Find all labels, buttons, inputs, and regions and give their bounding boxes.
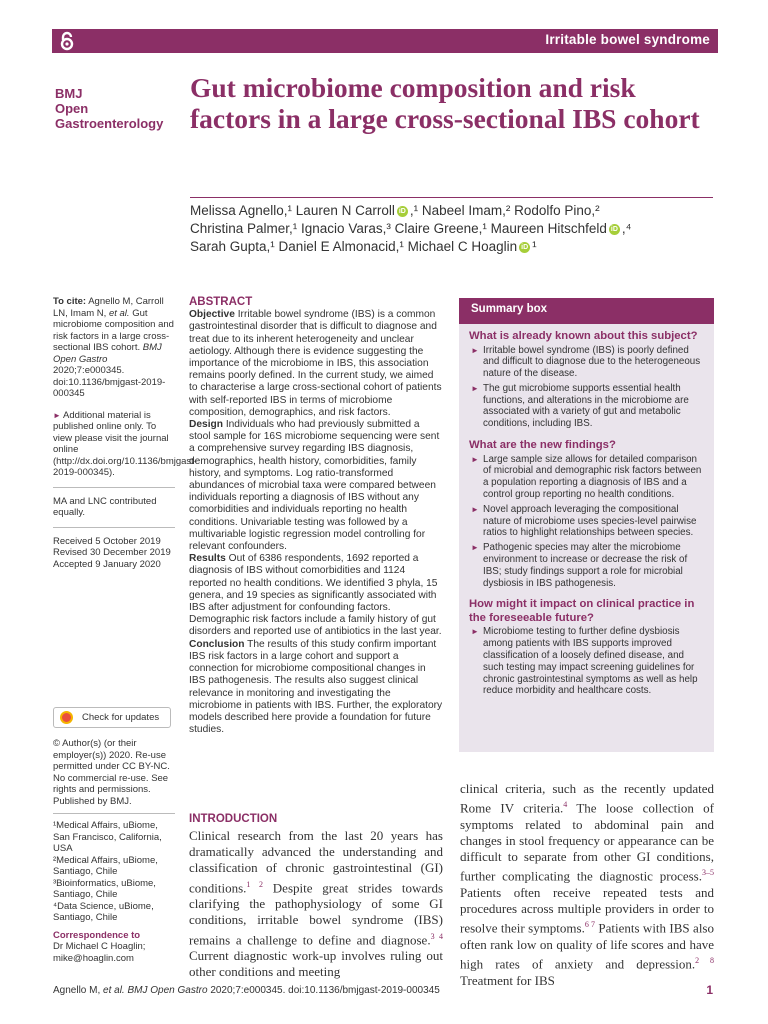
reference-link[interactable]: 2 8 — [695, 956, 714, 966]
conclusion-label: Conclusion — [189, 638, 245, 650]
journal-line-2: Open — [55, 101, 89, 116]
body-text: Despite great strides towards clarifying the pathophysiology of some GI conditions, irritable bowel syndrome (IBS) remains a challenge to define and diagnose. — [189, 879, 444, 947]
summary-question: What is already known about this subject? — [469, 330, 698, 342]
authors-part: ,⁴ — [621, 221, 632, 236]
check-updates-label: Check for updates — [82, 712, 160, 723]
authors-part: ¹ — [532, 239, 537, 254]
results-label: Results — [189, 553, 226, 565]
citation-journal: BMJ Open Gastro — [53, 342, 162, 365]
accepted-date: Accepted 9 January 2020 — [53, 558, 161, 570]
title-divider — [190, 197, 713, 198]
affiliation: ⁴Data Science, uBiome, Santiago, Chile — [53, 900, 154, 923]
divider — [53, 487, 175, 488]
page-footer — [53, 985, 440, 996]
citation-text: Agnello M, Carroll LN, Imam N, — [53, 296, 164, 319]
design-text: Individuals who had previously submitted a stool sample for 16S microbiome sequencing were sent a comprehensive survey regarding IBS diagnosis, demographics, health history, comorbidities, family history, and symptoms. Log ratio-transformed abundances of microbial taxa were compared between individuals reporting a diagnosis of IBS without any comorbidities and individuals reporting no health conditions. Univariable testing was followed by a multivariable logistic regression model controlling for relevant confounders. — [189, 419, 440, 553]
body-text: Patients often receive repeated tests and procedures across multiple providers in order to resolve their symptoms. — [460, 884, 714, 936]
journal-line-1: BMJ — [55, 86, 83, 101]
intro-column-1 — [189, 828, 443, 980]
summary-list — [459, 454, 714, 590]
body-text: clinical criteria, such as the recently updated Rome IV criteria. — [460, 781, 714, 816]
contrib-note: MA and LNC contributed equally. — [53, 495, 157, 518]
reference-link[interactable]: 4 — [563, 800, 568, 810]
citation-label: To cite: — [53, 296, 87, 307]
design-label: Design — [189, 419, 223, 431]
reference-link[interactable]: 6 7 — [584, 920, 595, 930]
divider — [53, 813, 175, 814]
body-text: Clinical research from the last 20 years has dramatically advanced the understanding and classification of chronic gastrointestinal (GI) conditions. — [189, 828, 443, 895]
list-item: ► Novel approach leveraging the compositional nature of microbiome uses species-level pairwise ratios to highlight relationships between species. — [471, 504, 704, 539]
citation-text: Gut microbiome composition and risk factors in a large cross-sectional IBS cohort. — [53, 307, 174, 353]
authors-part: Christina Palmer,¹ Ignacio Varas,³ Claire Greene,¹ Maureen Hitschfeld — [190, 221, 607, 236]
open-access-icon — [57, 31, 77, 51]
conclusion-text: The results of this study confirm important IBS risk factors in a large cohort and support a connection for microbiome compositional changes in IBS pathogenesis. The results also suggest clinical relevance in monitoring and investigating the microbiome in patients with IBS. Further, the exploratory models described here provide a foundation for future studies. — [189, 638, 443, 736]
abstract — [189, 296, 443, 736]
citation-etal: et al. — [108, 307, 130, 319]
summary-list — [459, 345, 714, 431]
divider — [53, 527, 175, 528]
revised-date: Revised 30 December 2019 — [53, 547, 171, 558]
received-date: Received 5 October 2019 — [53, 535, 161, 547]
intro-column-2 — [460, 781, 714, 989]
reference-link[interactable]: 3 4 — [430, 931, 443, 941]
introduction-heading: INTRODUCTION — [189, 813, 278, 825]
additional-text: Additional material is published online only. To view please visit the journal online (http://dx.doi.org/10.1136/bmjgast-2019-000345). — [53, 409, 197, 478]
affiliation: ³Bioinformatics, uBiome, Santiago, Chile — [53, 877, 156, 900]
correspondence-heading: Correspondence to — [53, 929, 141, 941]
journal-line-3: Gastroenterology — [55, 116, 164, 131]
orcid-icon[interactable]: iD — [610, 225, 618, 233]
page-number: 1 — [706, 983, 713, 997]
body-text: The loose collection of symptoms related to abdominal pain and changes in stool frequency or appearance can be difficult to separate from other GI conditions, further complicating the diagnostic process. — [460, 800, 714, 884]
summary-question: How might it impact on clinical practice in the foreseeable future? — [469, 598, 695, 624]
header-band — [52, 29, 718, 53]
list-item: ► Large sample size allows for detailed comparison of microbial and demographic risk factors between a population reporting a diagnosis of IBS and a control group reporting no health conditions. — [471, 454, 704, 501]
article-title: Gut microbiome composition and risk factors in a large cross-sectional IBS cohort — [190, 72, 700, 134]
footer-etal: et al. — [103, 985, 125, 996]
abstract-heading: ABSTRACT — [189, 296, 253, 308]
objective-label: Objective — [189, 309, 235, 321]
check-updates-button[interactable] — [53, 707, 171, 728]
copyright-notice: © Author(s) (or their employer(s)) 2020. Re-use permitted under CC BY-NC. No commercial re-use. See rights and permissions. Published by BMJ. — [53, 738, 170, 807]
authors-part: Sarah Gupta,¹ Daniel E Almonacid,¹ Michael C Hoaglin — [190, 239, 518, 254]
footer-doi: 2020;7:e000345. doi:10.1136/bmjgast-2019-000345 — [210, 985, 440, 996]
summary-box — [459, 298, 714, 752]
author-list — [190, 202, 710, 256]
citation-doi: 2020;7:e000345. doi:10.1136/bmjgast-2019-000345 — [53, 365, 166, 399]
sidebar-meta — [53, 738, 175, 964]
orcid-icon[interactable]: iD — [521, 243, 529, 251]
reference-link[interactable]: 3–5 — [702, 868, 714, 878]
list-item: ► Irritable bowel syndrome (IBS) is poorly defined and difficult to diagnose due to the heterogeneous nature of the disease. — [471, 345, 704, 380]
footer-journal: BMJ Open Gastro — [127, 985, 208, 996]
footer-authors: Agnello M, — [53, 985, 101, 996]
body-text: Current diagnostic work-up involves ruling out other conditions and meeting — [189, 948, 443, 980]
objective-text: Irritable bowel syndrome (IBS) is a common gastrointestinal disorder that is difficult to diagnose and treat due to its inherent heterogeneity and unclear aetiology. Although there is evidence suggesting the importance of the microbiome in IBS, this association remains poorly defined. In the current study, we aimed to characterise a large cross-sectional cohort of patients with self-reported IBS in terms of microbiome composition, demographics, and risk factors. — [189, 309, 442, 418]
arrow-icon: ► — [53, 410, 61, 420]
list-item: ► Microbiome testing to further define dysbiosis among patients with IBS supports improved classification of a loosely defined disease, and such testing may impact screening guidelines for chronic gastrointestinal symptoms as well as help reduce morbidity and healthcare costs. — [471, 626, 704, 697]
summary-heading: Summary box — [459, 298, 714, 324]
citation — [53, 296, 175, 400]
body-text: Treatment for IBS — [460, 972, 555, 988]
orcid-icon[interactable]: iD — [398, 207, 406, 215]
journal-logo[interactable] — [55, 86, 175, 131]
additional-material[interactable] — [53, 409, 197, 479]
affiliation: ¹Medical Affairs, uBiome, San Francisco, California, USA — [53, 820, 162, 854]
summary-question: What are the new findings? — [469, 439, 616, 452]
reference-link[interactable]: 1 2 — [246, 879, 263, 889]
section-topic: Irritable bowel syndrome — [545, 32, 710, 47]
sidebar-info — [53, 296, 197, 570]
authors-part: ,¹ Nabeel Imam,² Rodolfo Pino,² — [409, 203, 600, 218]
affiliation: ²Medical Affairs, uBiome, Santiago, Chile — [53, 854, 158, 877]
body-text: Patients with IBS also often rank low on quality of life scores and have high rates of anxiety and depression. — [460, 920, 714, 972]
summary-list — [459, 626, 714, 697]
correspondence-email[interactable]: mike@hoaglin.com — [53, 952, 134, 964]
results-text: Out of 6386 respondents, 1692 reported a diagnosis of IBS without comorbidities and 1124 reported no health conditions. We identified 3 phyla, 15 genera, and 19 species as significantly associated with IBS after adjustment for confounding factors. Demographic risk factors include a family history of gut disorders and reported use of antibiotics in the last year. — [189, 553, 442, 638]
authors-part: Melissa Agnello,¹ Lauren N Carroll — [190, 203, 395, 218]
list-item: ► Pathogenic species may alter the microbiome environment to increase or decrease the risk of IBS; study findings support a role for microbial dysbiosis in IBS pathogenesis. — [471, 542, 704, 589]
crossmark-icon — [60, 711, 73, 724]
list-item: ► The gut microbiome supports essential health functions, and alterations in the microbiome are associated with a variety of gut and metabolic conditions, including IBS. — [471, 383, 704, 430]
correspondence-name: Dr Michael C Hoaglin; — [53, 941, 146, 952]
